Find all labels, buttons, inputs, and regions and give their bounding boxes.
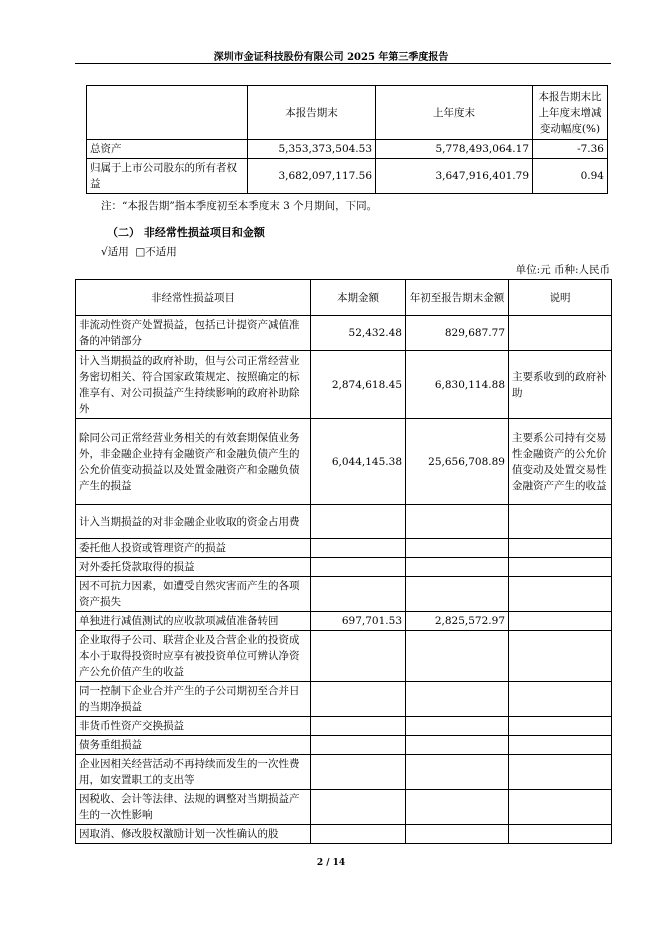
detail-explanation	[509, 825, 612, 844]
current-period-amount	[311, 682, 406, 717]
summary-item-name: 总资产	[87, 140, 248, 159]
ytd-amount: 829,687.77	[406, 316, 509, 351]
unit-currency-label: 单位:元 币种:人民币	[515, 264, 610, 276]
table-row	[76, 825, 612, 844]
current-period-amount	[311, 755, 406, 790]
table-row	[76, 631, 612, 682]
detail-item-name: 计入当期损益的对非金融企业收取的资金占用费	[76, 505, 311, 539]
ytd-amount	[406, 505, 509, 539]
ytd-amount: 25,656,708.89	[406, 419, 509, 505]
detail-explanation	[509, 558, 612, 577]
detail-explanation	[509, 505, 612, 539]
table-row	[76, 736, 612, 755]
detail-item-name: 单独进行减值测试的应收款项减值准备转回	[76, 612, 311, 631]
current-period-amount	[311, 539, 406, 558]
detail-item-name: 企业因相关经营活动不再持续而发生的一次性费用，如安置职工的支出等	[76, 755, 311, 790]
ytd-amount	[406, 682, 509, 717]
detail-header-cell: 非经常性损益项目	[76, 280, 311, 316]
summary-table	[86, 85, 608, 194]
ytd-amount	[406, 736, 509, 755]
not-applicable-checkbox: □不适用	[135, 246, 177, 258]
current-period-amount	[311, 577, 406, 612]
applicable-checkbox: √适用	[101, 246, 129, 258]
current-period-amount: 697,701.53	[311, 612, 406, 631]
detail-item-name: 非货币性资产交换损益	[76, 717, 311, 736]
ytd-amount	[406, 558, 509, 577]
current-period-amount	[311, 631, 406, 682]
detail-header-cell: 年初至报告期末金额	[406, 280, 509, 316]
detail-item-name: 债务重组损益	[76, 736, 311, 755]
current-period-amount: 2,874,618.45	[311, 351, 406, 419]
detail-explanation	[509, 316, 612, 351]
table-row	[76, 612, 612, 631]
summary-item-name: 归属于上市公司股东的所有者权益	[87, 159, 248, 194]
current-period-amount: 6,044,145.38	[311, 419, 406, 505]
ytd-amount	[406, 631, 509, 682]
detail-item-name: 同一控制下企业合并产生的子公司期初至合并日的当期净损益	[76, 682, 311, 717]
ytd-amount: 2,825,572.97	[406, 612, 509, 631]
detail-explanation	[509, 790, 612, 825]
summary-value: -7.36	[533, 140, 608, 159]
ytd-amount	[406, 539, 509, 558]
detail-item-name: 因不可抗力因素，如遭受自然灾害而产生的各项资产损失	[76, 577, 311, 612]
summary-value: 5,778,493,064.17	[376, 140, 533, 159]
ytd-amount	[406, 577, 509, 612]
detail-header-cell: 说明	[509, 280, 612, 316]
detail-explanation	[509, 755, 612, 790]
summary-value: 3,682,097,117.56	[248, 159, 376, 194]
table-row	[76, 539, 612, 558]
detail-explanation	[509, 682, 612, 717]
table-row	[87, 159, 608, 194]
table-row	[76, 505, 612, 539]
summary-value: 0.94	[533, 159, 608, 194]
detail-item-name: 计入当期损益的政府补助，但与公司正常经营业务密切相关、符合国家政策规定、按照确定的标准享有、对公司损益产生持续影响的政府补助除外	[76, 351, 311, 419]
report-header-title: 深圳市金证科技股份有限公司 2025 年第三季度报告	[213, 52, 449, 63]
summary-header-row	[87, 86, 608, 140]
table-row	[76, 316, 612, 351]
detail-explanation	[509, 539, 612, 558]
ytd-amount	[406, 790, 509, 825]
summary-header-cell: 本报告期末比上年度末增减变动幅度(%)	[533, 86, 608, 140]
table-row	[76, 558, 612, 577]
ytd-amount	[406, 755, 509, 790]
summary-value: 3,647,916,401.79	[376, 159, 533, 194]
detail-item-name: 因税收、会计等法律、法规的调整对当期损益产生的一次性影响	[76, 790, 311, 825]
detail-explanation	[509, 717, 612, 736]
ytd-amount	[406, 825, 509, 844]
table-row	[76, 419, 612, 505]
detail-header-row	[76, 280, 612, 316]
detail-header-cell: 本期金额	[311, 280, 406, 316]
table-note: 注：“本报告期”指本季度初至本季度末 3 个月期间，下同。	[101, 200, 378, 212]
table-row	[76, 577, 612, 612]
table-row	[87, 140, 608, 159]
ytd-amount: 6,830,114.88	[406, 351, 509, 419]
current-period-amount	[311, 790, 406, 825]
detail-item-name: 对外委托贷款取得的损益	[76, 558, 311, 577]
summary-header-cell: 本报告期末	[248, 86, 376, 140]
page-number: 2 / 14	[316, 858, 346, 868]
current-period-amount: 52,432.48	[311, 316, 406, 351]
detail-explanation: 主要系收到的政府补助	[509, 351, 612, 419]
detail-item-name: 除同公司正常经营业务相关的有效套期保值业务外，非金融企业持有金融资产和金融负债产生的公允价值变动损益以及处置金融资产和金融负债产生的损益	[76, 419, 311, 505]
non-recurring-items-table	[75, 279, 612, 844]
section-title: （二） 非经常性损益项目和金额	[107, 226, 265, 239]
table-row	[76, 682, 612, 717]
summary-header-cell: 上年度末	[376, 86, 533, 140]
table-row	[76, 790, 612, 825]
applicability-options	[101, 244, 177, 259]
detail-table-body	[76, 316, 612, 844]
detail-explanation: 主要系公司持有交易性金融资产的公允价值变动及处置交易性金融资产产生的收益	[509, 419, 612, 505]
table-row	[76, 717, 612, 736]
current-period-amount	[311, 736, 406, 755]
current-period-amount	[311, 505, 406, 539]
summary-header-cell	[87, 86, 248, 140]
detail-item-name: 委托他人投资或管理资产的损益	[76, 539, 311, 558]
detail-item-name: 非流动性资产处置损益，包括已计提资产减值准备的冲销部分	[76, 316, 311, 351]
detail-explanation	[509, 612, 612, 631]
current-period-amount	[311, 717, 406, 736]
table-row	[76, 351, 612, 419]
detail-item-name: 企业取得子公司、联营企业及合营企业的投资成本小于取得投资时应享有被投资单位可辨认净资产公允价值产生的收益	[76, 631, 311, 682]
current-period-amount	[311, 558, 406, 577]
detail-item-name: 因取消、修改股权激励计划一次性确认的股	[76, 825, 311, 844]
detail-explanation	[509, 631, 612, 682]
current-period-amount	[311, 825, 406, 844]
detail-explanation	[509, 577, 612, 612]
summary-value: 5,353,373,504.53	[248, 140, 376, 159]
table-row	[76, 755, 612, 790]
ytd-amount	[406, 717, 509, 736]
detail-explanation	[509, 736, 612, 755]
header-divider	[75, 63, 611, 64]
